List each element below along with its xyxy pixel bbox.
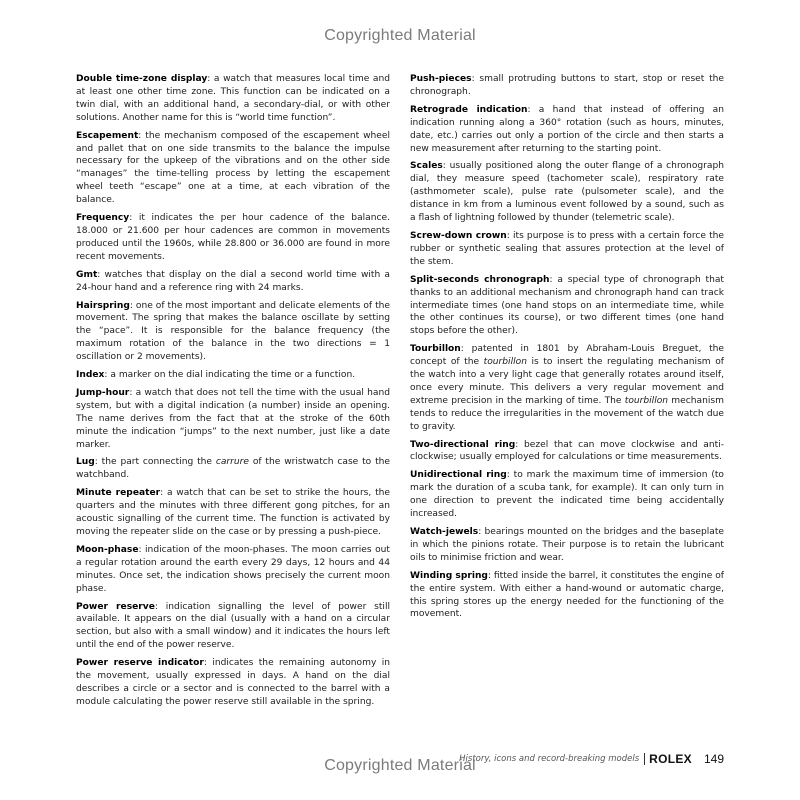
glossary-term: Power reserve — [76, 601, 155, 612]
glossary-term: Screw-down crown — [410, 230, 507, 241]
glossary-term: Watch-jewels — [410, 527, 479, 537]
glossary-entry — [410, 160, 724, 225]
glossary-term: Index — [76, 370, 105, 381]
glossary-entry — [76, 487, 390, 539]
glossary-term: Minute repeater — [76, 488, 161, 499]
glossary-entry — [76, 212, 390, 264]
glossary-definition: : indicates the remaining autonomy in the movement, usually expressed in days. A hand on the dial describes a circle or a sector and is connected to the barrel with a module calculating the power reserve still available in the spring. — [76, 658, 390, 707]
glossary-entry — [76, 601, 390, 653]
watermark-top: Copyrighted Material — [324, 27, 476, 44]
glossary-entry — [76, 544, 390, 596]
glossary-entry — [410, 274, 724, 339]
glossary-term: Retrograde indication — [410, 104, 528, 115]
glossary-term: Hairspring — [76, 300, 130, 311]
glossary-column-left — [76, 73, 390, 714]
glossary-entry — [76, 300, 390, 365]
glossary-definition: : a watch that measures local time and at least one other time zone. This function can be indicated on a twin dial, with an additional hand, a secondary-dial, or with other solutions. Another name for this is “world time function”. — [76, 74, 390, 123]
page-number: 149 — [703, 752, 724, 766]
glossary-definition: : a special type of chronograph that thanks to an additional mechanism and chronograph hand can track intermediate times (one hand stops on an intermediate time, while the other continues its course), or two different times (one hand stops before the other). — [410, 274, 724, 337]
glossary-term: Unidirectional ring — [410, 470, 507, 481]
glossary-entry — [410, 73, 724, 99]
glossary-term: Split-seconds chronograph — [410, 274, 550, 285]
glossary-definition: : one of the most important and delicate elements of the movement. The spring that makes the balance oscillate by setting the “pace”. It is responsible for the balance frequency (the maximum rotation of the balance in the two directions = 1 oscillation or 2 movements). — [76, 300, 390, 363]
glossary-definition: : the part connecting the — [94, 457, 216, 468]
glossary-term: Winding spring — [410, 570, 488, 581]
glossary-entry — [410, 526, 724, 565]
glossary-entry — [76, 387, 390, 452]
footer-caption: History, icons and record-breaking models — [459, 754, 640, 764]
glossary-italic: tourbillon — [624, 395, 669, 406]
glossary-entry — [410, 439, 724, 465]
glossary-entry — [410, 343, 724, 433]
glossary-definition: : the mechanism composed of the escapement wheel and pallet that on one side transmits to the balance the impulse necessary for the upkeep of the vibrations and on the other side “manages” the time-telling process by letting the escapement wheel teeth “escape” one at a time, at each vibration of the balance. — [76, 130, 390, 206]
glossary-term: Double time-zone display — [76, 74, 208, 84]
glossary-term: Power reserve indicator — [76, 658, 204, 669]
glossary-entry — [410, 570, 724, 622]
glossary-entry — [76, 269, 390, 295]
glossary-definition: : a marker on the dial indicating the time or a function. — [104, 370, 356, 381]
glossary-definition: : a hand that instead of offering an indication running along a 360° rotation (such as hours, minutes, date, etc.) carries out only a portion of the circle and then starts a new measurement after returning to the starting point. — [410, 104, 724, 154]
glossary-term: Scales — [410, 161, 443, 172]
glossary-term: Frequency — [76, 213, 130, 224]
glossary-term: Two-directional ring — [410, 439, 516, 450]
glossary-definition: : usually positioned along the outer flange of a chronograph dial, they measure speed (tachometer scale), respiratory rate (asthmometer scale), pulse rate (pulsometer scale), and the distance in km from a luminous event followed by a sound, such as a flash of lightning followed by thunder (telemetric scale). — [410, 161, 724, 224]
glossary-definition: : indication of the moon-phases. The moon carries out a regular rotation around the earth every 29 days, 12 hours and 44 minutes. Once set, the indication shows precisely the current moon phase. — [76, 544, 390, 594]
glossary-entry — [76, 73, 390, 125]
glossary-entry — [410, 469, 724, 521]
glossary-definition-cont: mechanism tends to reduce the irregularities in the movement of the watch due to gravity. — [410, 395, 724, 432]
glossary-definition: : bearings mounted on the bridges and the baseplate in which the pinions rotate. Their purpose is to retain the lubricant oils to minimise friction and wear. — [410, 527, 724, 563]
glossary-term: Moon-phase — [76, 544, 139, 555]
glossary-term: Jump-hour — [76, 387, 130, 398]
glossary-definition: : it indicates the per hour cadence of the balance. 18.000 or 21.600 per hour cadences are common in movements produced until the 1960s, while 28.800 or 36.000 are found in more recent movements. — [76, 213, 390, 262]
glossary-definition: : to mark the maximum time of immersion (to mark the duration of a scuba tank, for example). It can only turn in one direction to prevent the indicated time being accidentally increased. — [410, 470, 724, 520]
glossary-italic: tourbillon — [483, 357, 527, 368]
footer-brand: ROLEX — [649, 752, 692, 766]
glossary-entry — [76, 456, 390, 482]
glossary-term: Push-pieces — [410, 74, 472, 84]
glossary-definition: : patented in 1801 by Abraham-Louis Breguet, the concept of the — [410, 344, 724, 368]
glossary-definition: : indication signalling the level of power still available. It appears on the dial (usually with a hand on a circular section, but also with a small window) and it indicates the hours left until the end of the power reserve. — [76, 601, 390, 651]
glossary-term: Lug — [76, 457, 95, 468]
glossary-term: Tourbillon — [410, 344, 461, 355]
glossary-definition: : fitted inside the barrel, it constitutes the engine of the entire system. With either a hand-wound or automatic charge, this spring stores up the energy needed for the functioning of the movement. — [410, 570, 724, 620]
glossary-term: Gmt — [76, 269, 98, 280]
glossary-definition: : a watch that can be set to strike the hours, the quarters and the minutes with three different gong pitches, for an acoustic signalling of the current time. The function is activated by moving the repeater slide on the case or by pressing a push-piece. — [76, 488, 390, 537]
glossary-entry — [410, 230, 724, 269]
glossary-italic: carrure — [215, 457, 249, 468]
glossary-entry — [410, 104, 724, 156]
glossary-term: Escapement — [76, 130, 139, 141]
glossary-definition: : its purpose is to press with a certain force the rubber or synthetic sealing that assures protection at the level of the stem. — [410, 230, 724, 267]
glossary-definition-cont: of the wristwatch case to the watchband. — [76, 457, 391, 481]
glossary-column-right — [410, 73, 724, 626]
glossary-definition: : a watch that does not tell the time with the usual hand system, but with a digital indication (a number) inside an opening. The name derives from the fact that at the stroke of the 60th minute the indication “jumps” to the next number, just like a date marker. — [76, 387, 390, 450]
watermark-bottom: Copyrighted Material — [324, 757, 476, 774]
glossary-definition: : bezel that can move clockwise and anti-clockwise; usually employed for calculations or time measurements. — [410, 439, 724, 463]
glossary-definition-cont: is to insert the regulating mechanism of the watch into a very light cage that generally rotates around itself, once every minute. This delivers a very regular movement and extreme precision in the marking of time. The — [410, 357, 724, 406]
glossary-entry — [76, 657, 390, 709]
glossary-definition: : small protruding buttons to start, stop or reset the chronograph. — [410, 74, 724, 97]
glossary-definition: : watches that display on the dial a second world time with a 24-hour hand and a reference ring with 24 marks. — [76, 269, 390, 293]
glossary-entry — [76, 130, 390, 207]
glossary-entry — [76, 369, 390, 382]
